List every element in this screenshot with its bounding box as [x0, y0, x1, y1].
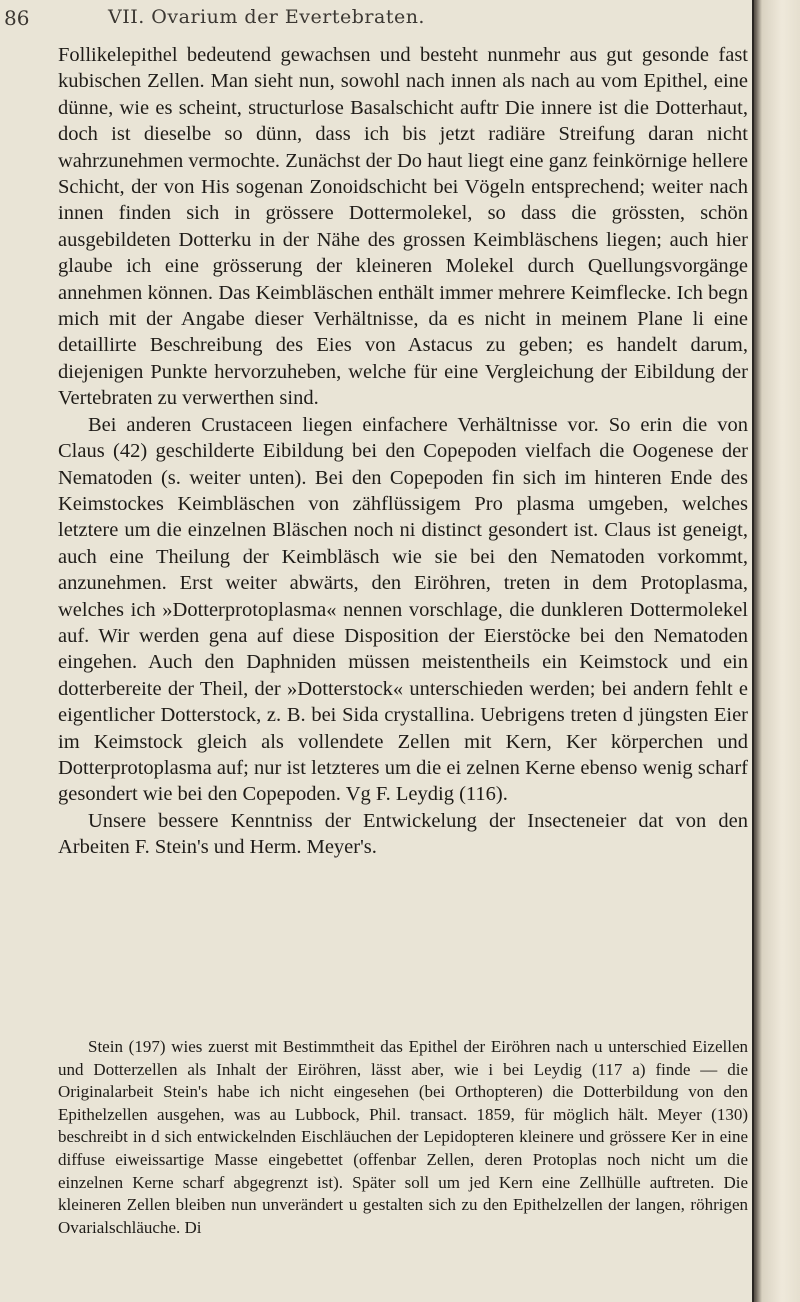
- paragraph-2: Bei anderen Crustaceen liegen einfachere Verhältnisse vor. So erin die von Claus (42) geschilderte Eibildung bei den Copepoden vielfach die Oogenese der Nematoden (s. weiter unten). Bei den Copepoden fin sich im hinteren Ende des Keimstockes Keimbläschen von zähflüssigem Pro plasma umgeben, welches letztere um die einzelnen Bläschen noch ni distinct gesondert ist. Claus ist geneigt, auch eine Theilung der Keimbläsch wie sie bei den Nematoden vorkommt, anzunehmen. Erst weiter abwärts, den Eiröhren, treten in dem Protoplasma, welches ich »Dotterprotoplasma« nennen vorschlage, die dunkleren Dottermolekel auf. Wir werden gena auf diese Disposition der Eierstöcke bei den Nematoden eingehen. Auch den Daphniden müssen meistentheils ein Keimstock und ein dotterbereite der Theil, der »Dotterstock« unterschieden werden; bei andern fehlt e eigentlicher Dotterstock, z. B. bei Sida crystallina. Uebrigens treten d jüngsten Eier im Keimstock gleich als vollendete Zellen mit Kern, Ker körperchen und Dotterprotoplasma auf; nur ist letzteres um die ei zelnen Kerne ebenso wenig scharf gesondert wie bei den Copepoden. Vg F. Leydig (116).: [58, 413, 748, 806]
- note-paragraph: Stein (197) wies zuerst mit Bestimmtheit das Epithel der Eiröhren nach u unterschied Eizellen und Dotterzellen als Inhalt der Eiröhren, lässt aber, wie i bei Leydig (117 a) finde — die Originalarbeit Stein's habe ich nicht eingesehen (bei Orthopteren) die Dotterbildung von den Epithelzellen ausgehen, was au Lubbock, Phil. transact. 1859, für möglich hält. Meyer (130) beschreibt in d sich entwickelnden Eischläuchen der Lepidopteren kleinere und grössere Ker in eine diffuse eiweissartige Masse eingebettet (offenbar Zellen, deren Protoplas noch nicht um die einzelnen Kerne scharf abgegrenzt ist). Später soll um jed Kern eine Zellhülle auftreten. Die kleineren Zellen bleiben nun unverändert u gestalten sich zu den Epithelzellen der langen, röhrigen Ovarialschläuche. Di: [58, 1037, 748, 1237]
- running-head: VII. Ovarium der Evertebraten.: [108, 6, 425, 28]
- gutter-edge: [752, 0, 754, 1302]
- paragraph-3: Unsere bessere Kenntniss der Entwickelung der Insecteneier dat von den Arbeiten F. Stein's und Herm. Meyer's.: [58, 809, 748, 859]
- page-number: 86: [4, 6, 30, 30]
- page-header: [0, 4, 760, 30]
- paragraph-1: Follikelepithel bedeutend gewachsen und besteht nunmehr aus gut gesonde fast kubischen Zellen. Man sieht nun, sowohl nach innen als nach au vom Epithel, eine dünne, wie es scheint, structurlose Basalschicht auftr Die innere ist die Dotterhaut, doch ist dieselbe so dünn, dass ich bis jetzt radiäre Streifung daran nicht wahrzunehmen vermochte. Zunächst der Do haut liegt eine ganz feinkörnige hellere Schicht, der von His sogenan Zonoidschicht bei Vögeln entsprechend; weiter nach innen finden sich in grössere Dottermolekel, so dass die grössten, schön ausgebildeten Dotterku in der Nähe des grossen Keimbläschens liegen; auch hier glaube ich eine grösserung der kleineren Molekel durch Quellungsvorgänge annehmen können. Das Keimbläschen enthält immer mehrere Keimflecke. Ich begn mich mit der Angabe dieser Verhältnisse, da es nicht in meinem Plane li eine detaillirte Beschreibung des Eies von Astacus zu geben; es handelt darum, diejenigen Punkte hervorzuheben, welche für eine Vergleichung der Eibildung der Vertebraten zu verwerthen sind.: [58, 44, 748, 410]
- book-gutter-shadow: [752, 0, 800, 1302]
- small-print-note: [58, 1036, 748, 1239]
- main-text: [58, 42, 748, 861]
